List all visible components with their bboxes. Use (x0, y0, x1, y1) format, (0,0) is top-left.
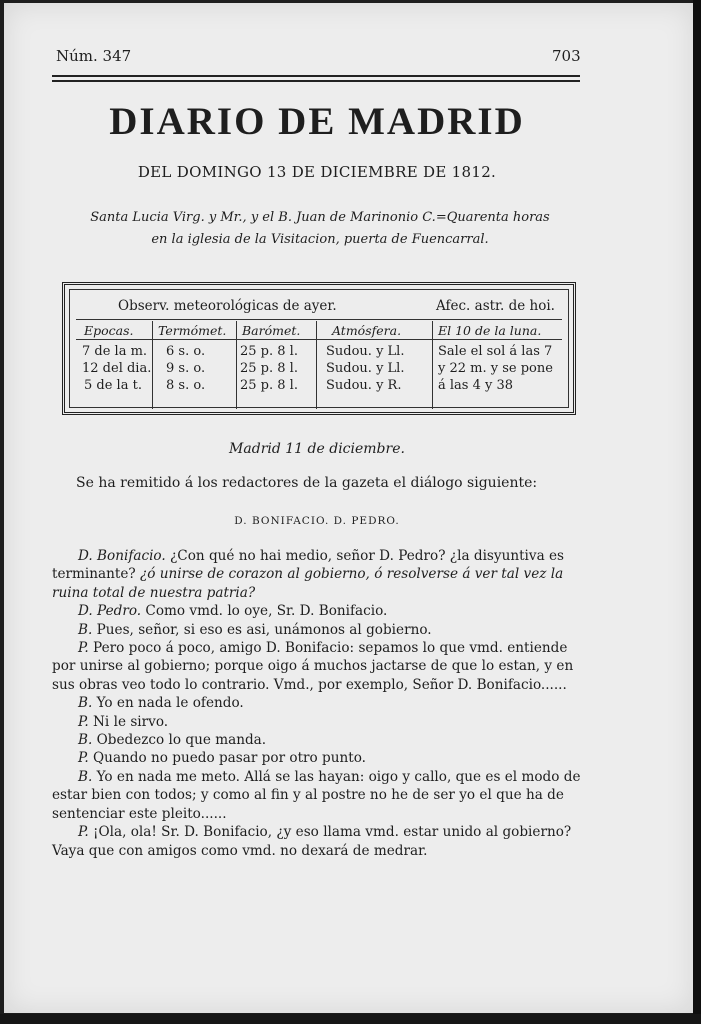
weather-table-frame (69, 289, 569, 408)
epoca-cell: 7 de la m. (82, 344, 148, 359)
luna-line: á las 4 y 38 (438, 378, 514, 393)
dialogue-paragraph (52, 694, 590, 712)
speech: ¡Ola, ola! Sr. D. Bonifacio, ¿y eso llama vmd. estar unido al gobierno? Vaya que con amigos como vmd. no dexará de medrar. (52, 824, 572, 859)
speech: Pero poco á poco, amigo D. Bonifacio: sepamos lo que vmd. entiende por unirse al gobierno; porque oigo á muchos jactarse de que lo estan, y en sus obras veo todo lo contrario. Vmd., por exemplo, Señor D. Bonifacio...... (52, 640, 574, 693)
issue-number: Núm. 347 (56, 47, 132, 65)
speaker: D. Bonifacio. (78, 548, 166, 564)
col-divider (152, 321, 153, 409)
article-intro: Se ha remitido á los redactores de la gazeta el diálogo siguiente: (76, 475, 538, 491)
col-header-termometro: Termómet. (158, 323, 227, 338)
atmosfera-cell: Sudou. y Ll. (326, 361, 405, 376)
speech: Obedezco lo que manda. (92, 732, 267, 749)
weather-rule (76, 319, 562, 320)
col-divider (316, 321, 317, 409)
barometro-cell: 25 p. 8 l. (240, 361, 298, 376)
atmosfera-cell: Sudou. y R. (326, 378, 402, 393)
speech: ¿Con qué no hai medio, señor D. Pedro? ¿la disyuntiva es terminante? (52, 548, 565, 583)
page-bottom-edge (0, 1014, 701, 1024)
speech: Como vmd. lo oye, Sr. D. Bonifacio. (141, 603, 388, 620)
speaker: B. (78, 695, 93, 712)
speaker: P. (78, 713, 89, 730)
atmosfera-cell: Sudou. y Ll. (326, 344, 405, 359)
luna-line: Sale el sol á las 7 (438, 344, 553, 359)
col-divider (432, 321, 433, 409)
barometro-cell: 25 p. 8 l. (240, 378, 298, 393)
newspaper-page (4, 3, 694, 1013)
weather-table (62, 282, 576, 415)
dialogue-paragraph (52, 621, 590, 639)
dialogue-paragraph (52, 731, 590, 749)
termometro-cell: 6 s. o. (166, 344, 206, 359)
saints-line-2: en la iglesia de la Visitacion, puerta de Fuencarral. (151, 232, 489, 247)
dialogue-persons: D. BONIFACIO. D. PEDRO. (234, 515, 400, 527)
article-dateline: Madrid 11 de diciembre. (229, 441, 405, 457)
header-rule-lower (52, 80, 580, 82)
saints-line-1: Santa Lucia Virg. y Mr., y el B. Juan de Marinonio C.=Quarenta horas (90, 210, 550, 225)
page-number: 703 (552, 47, 581, 65)
masthead-dateline: DEL DOMINGO 13 DE DICIEMBRE DE 1812. (137, 163, 497, 181)
speech: Quando no puedo pasar por otro punto. (88, 750, 366, 767)
dialogue-paragraph (52, 713, 590, 731)
speech: Pues, señor, si eso es asi, unámonos al gobierno. (92, 621, 432, 638)
page-shadow-edge (693, 0, 701, 1024)
header-rule (52, 75, 580, 77)
dialogue-paragraph (52, 749, 590, 767)
dialogue-paragraph (52, 823, 590, 860)
speaker: B. (78, 768, 93, 785)
speaker: P. (78, 824, 89, 841)
epoca-cell: 5 de la t. (84, 378, 142, 393)
weather-heading: Observ. meteorológicas de ayer. (118, 298, 337, 314)
dialogue-paragraph (52, 639, 590, 694)
speech: Yo en nada me meto. Allá se las hayan: oigo y callo, que es el modo de estar bien con todos; y como al fin y al postre no he de ser yo el que ha de sentenciar este pleito...... (52, 768, 581, 822)
speech-italic: ¿ó unirse de corazon al gobierno, ó resolverse á ver tal vez la ruina total de nuestra patria? (52, 566, 564, 601)
col-header-barometro: Barómet. (242, 323, 301, 338)
speaker: D. Pedro. (78, 603, 142, 620)
dialogue-paragraph (52, 602, 590, 620)
astro-heading: Afec. astr. de hoi. (436, 298, 555, 314)
termometro-cell: 9 s. o. (166, 361, 206, 376)
col-divider (236, 321, 237, 409)
dialogue-body (52, 547, 590, 860)
termometro-cell: 8 s. o. (166, 378, 206, 393)
speaker: P. (78, 750, 89, 767)
speech: Ni le sirvo. (88, 713, 169, 730)
col-header-luna: El 10 de la luna. (438, 323, 542, 338)
col-header-atmosfera: Atmósfera. (332, 323, 402, 338)
dialogue-paragraph (52, 768, 590, 823)
masthead-title: DIARIO DE MADRID (109, 100, 525, 143)
speaker: B. (78, 732, 93, 749)
saints-notice (52, 207, 588, 251)
speech: Yo en nada le ofendo. (92, 695, 244, 712)
dialogue-paragraph (52, 547, 590, 602)
epoca-cell: 12 del dia. (82, 361, 152, 376)
weather-rule-cols (76, 339, 562, 340)
luna-line: y 22 m. y se pone (438, 361, 553, 376)
barometro-cell: 25 p. 8 l. (240, 344, 298, 359)
col-header-epocas: Epocas. (84, 323, 134, 338)
speaker: B. (78, 621, 93, 638)
speaker: P. (78, 640, 89, 657)
